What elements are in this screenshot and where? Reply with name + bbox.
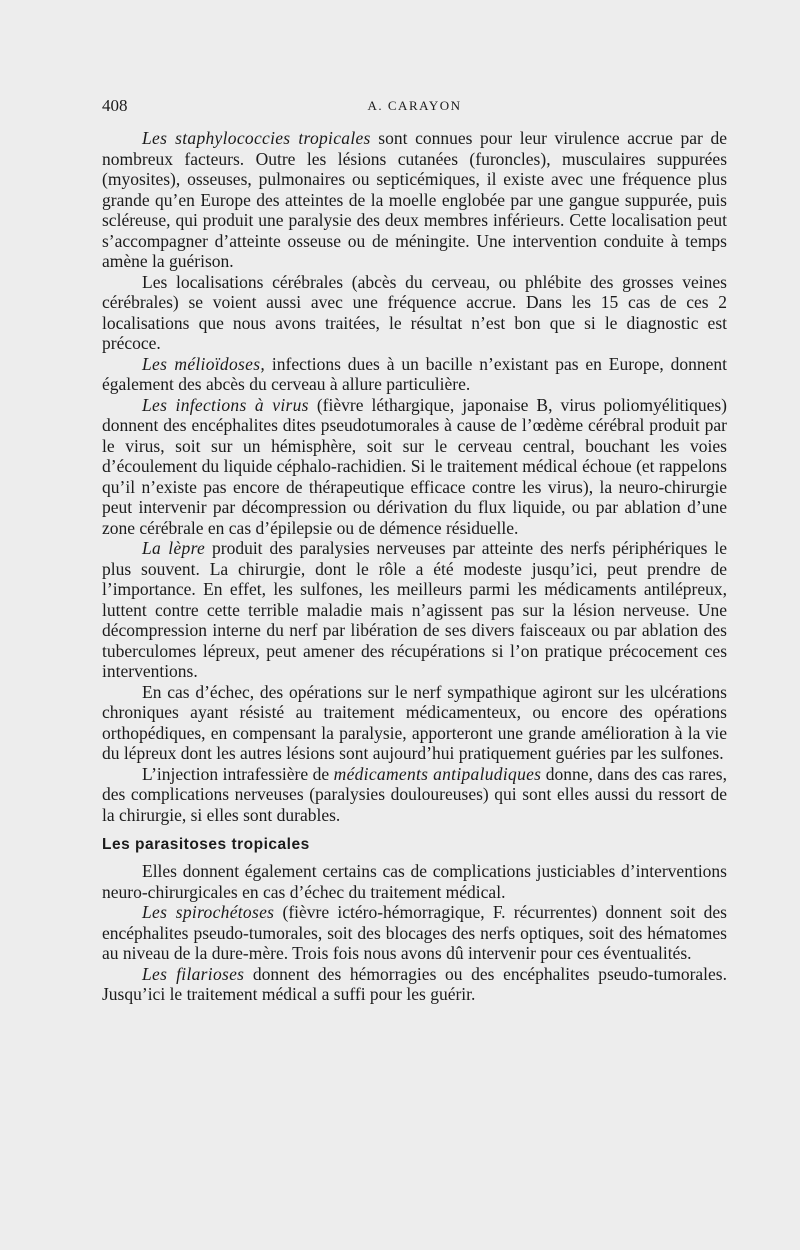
page-header <box>102 96 727 118</box>
paragraph-parasitoses-intro <box>102 861 727 902</box>
paragraph-text: L’injection intrafessière de <box>142 763 334 784</box>
paragraph-infections-virus <box>102 395 727 539</box>
italic-term: Les spirochétoses <box>142 902 275 922</box>
paragraph-echec <box>102 682 727 764</box>
paragraph-lepre <box>102 538 727 682</box>
paragraph-text: donnent des hémorragies ou des encéphalites pseudo-tumorales. Jusqu’ici le traitement médical a suffi pour les guérir. <box>102 963 727 1004</box>
paragraph-text: (fièvre léthargique, japonaise B, virus poliomyélitiques) donnent des encéphalites dites pseudotumorales à cause de l’œdème cérébral produit par le virus, soit sur un hémisphère, soit sur le cerveau central, bouchant les voies d’écoulement du liquide céphalo-rachidien. Si le traitement médical échoue (et rappelons qu’il n’existe pas encore de thérapeutique efficace contre les virus), la neuro-chirurgie peut intervenir par décompression ou dérivation du flux liquide, ou par ablation d’une zone cérébrale en cas d’épilepsie ou de démence résiduelle. <box>102 394 727 538</box>
paragraph-text: sont connues pour leur virulence accrue par de nombreux facteurs. Outre les lésions cutanées (furoncles), musculaires suppurées (myosites), osseuses, pulmonaires ou septicémiques, il existe avec une fréquence plus grande qu’en Europe des atteintes de la moelle englobée par une gangue suppurée, puis scléreuse, qui produit une paralysie des deux membres inférieurs. Cette localisation peut s’accompagner d’atteinte osseuse ou de méningite. Une intervention conduite à temps amène la guérison. <box>102 128 727 271</box>
paragraph-melioidoses <box>102 354 727 395</box>
paragraph-spirochetoses <box>102 902 727 964</box>
page-number: 408 <box>102 96 128 115</box>
paragraph-text: Les localisations cérébrales (abcès du cerveau, ou phlébite des grosses veines cérébrales) se voient aussi avec une fréquence accrue. Dans les 15 cas de ces 2 localisations que nous avons traitées, le résultat n’est bon que si le diagnostic est précoce. <box>102 271 727 353</box>
paragraph-text: (fièvre ictéro-hémorragique, F. récurrentes) donnent soit des encéphalites pseudo-tumorales, soit des blocages des nerfs optiques, soit des hématomes au niveau de la dure-mère. Trois fois nous avons dû intervenir pour ces éventualités. <box>102 902 727 963</box>
paragraph-text: Elles donnent également certains cas de complications justiciables d’interventions neuro-chirurgicales en cas d’échec du traitement médical. <box>102 861 727 902</box>
italic-term: médicaments antipaludiques <box>333 763 542 784</box>
paragraph-text: donne, dans des cas rares, des complications nerveuses (paralysies douloureuses) qui sont elles aussi du ressort de la chirurgie, si elles sont durables. <box>102 763 727 825</box>
article-body <box>102 128 727 1005</box>
paragraph-text: produit des paralysies nerveuses par atteinte des nerfs périphériques le plus souvent. La chirurgie, dont le rôle a été modeste jusqu’ici, peut prendre de l’importance. En effet, les sulfones, les meilleurs parmi les médicaments antilépreux, luttent contre cette terrible maladie mais n’agissent pas sur la lésion nerveuse. Une décompression interne du nerf par libération de ses divers faisceaux ou par ablation des tuberculomes lépreux, peut amener des récupérations si l’on pratique précocement ces interventions. <box>102 538 727 681</box>
italic-term: Les mélioïdoses, <box>142 353 265 374</box>
section-heading: Les parasitoses tropicales <box>102 836 310 853</box>
running-head-author: A. CARAYON <box>367 98 462 113</box>
paragraph-staphylococcies <box>102 128 727 272</box>
paragraph-text: infections dues à un bacille n’existant pas en Europe, donnent également des abcès du cerveau à allure particulière. <box>102 353 727 394</box>
paragraph-text: En cas d’échec, des opérations sur le nerf sympathique agiront sur les ulcérations chroniques ayant résisté au traitement médicamenteux, ou encore des opérations orthopédiques, en compensant la paralysie, apporteront une grande amélioration à la vie du lépreux dont les autres lésions sont aujourd’hui pratiquement guéries par les sulfones. <box>102 681 727 763</box>
italic-term: Les infections à virus <box>142 394 309 415</box>
paragraph-filarioses <box>102 964 727 1005</box>
italic-term: La lèpre <box>142 538 206 558</box>
italic-term: Les filarioses <box>142 963 245 984</box>
paragraph-localisations-cerebrales <box>102 272 727 354</box>
paragraph-injection <box>102 764 727 826</box>
italic-term: Les staphylococcies tropicales <box>142 128 371 148</box>
